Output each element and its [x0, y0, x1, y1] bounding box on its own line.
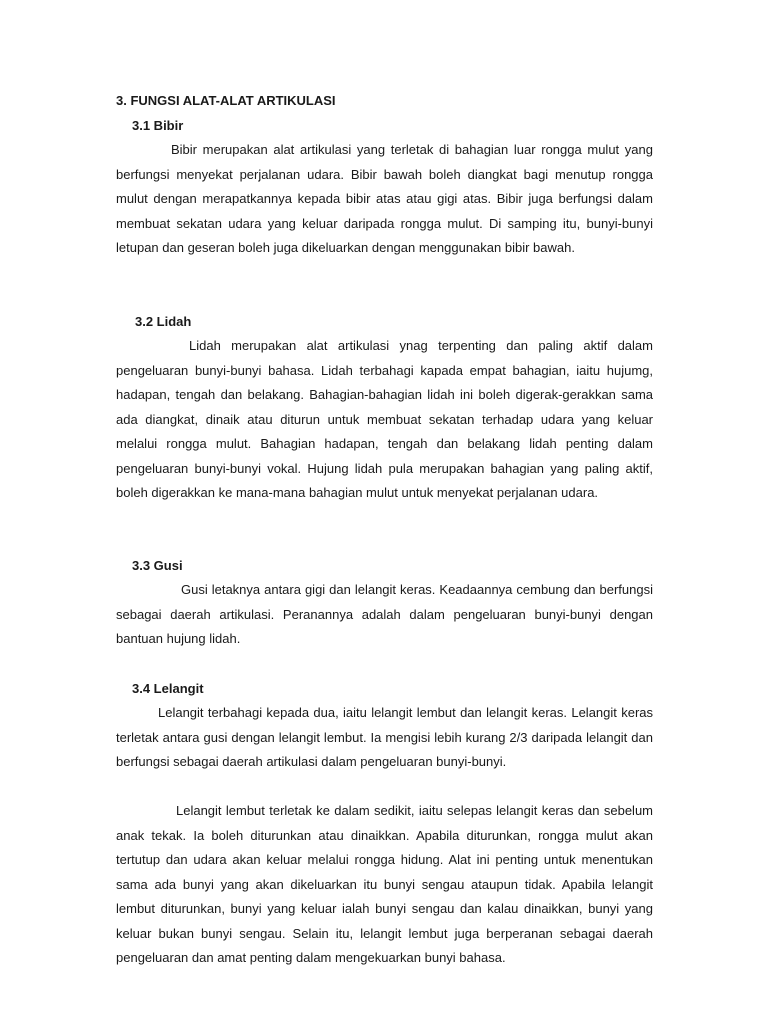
heading-lidah: 3.2 Lidah: [135, 314, 192, 329]
paragraph-lelangit-1: Lelangit terbahagi kepada dua, iaitu lelangit lembut dan lelangit keras. Lelangit keras terletak antara gusi dengan lelangit lembut. Ia mengisi lebih kurang 2/3 daripada lelangit dan berfungsi sebagai daerah artikulasi dalam pengeluaran bunyi-bunyi.: [116, 705, 653, 769]
paragraph-gusi: Gusi letaknya antara gigi dan lelangit keras. Keadaannya cembung dan berfungsi sebagai daerah artikulasi. Peranannya adalah dalam pengeluaran bunyi-bunyi dengan bantuan hujung lidah.: [116, 582, 653, 646]
section-title: 3. FUNGSI ALAT-ALAT ARTIKULASI: [116, 93, 336, 108]
paragraph-lelangit-2: Lelangit lembut terletak ke dalam sedikit, iaitu selepas lelangit keras dan sebelum anak tekak. Ia boleh diturunkan atau dinaikkan. Apabila diturunkan, rongga mulut akan tertutup dan udara akan keluar melalui rongga hidung. Alat ini penting untuk menentukan sama ada bunyi yang akan dikeluarkan itu bunyi sengau ataupun tidak. Apabila lelangit lembut diturunkan, bunyi yang keluar ialah bunyi sengau dan kalau dinaikkan, bunyi yang keluar bukan bunyi sengau. Selain itu, lelangit lembut juga berperanan sebagai daerah pengeluaran dan amat penting dalam mengekuarkan bunyi bahasa.: [116, 803, 653, 965]
paragraph-lidah: Lidah merupakan alat artikulasi ynag terpenting dan paling aktif dalam pengeluaran bunyi-bunyi bahasa. Lidah terbahagi kapada empat bahagian, iaitu hujumg, hadapan, tengah dan belakang. Bahagian-bahagian lidah ini boleh digerak-gerakkan sama ada diangkat, dinaik atau diturun untuk membuat sekatan terhadap udara yang keluar melalui rongga mulut. Bahagian hadapan, tengah dan belakang lidah penting dalam pengeluaran bunyi-bunyi vokal. Hujung lidah pula merupakan bahagian yang paling aktif, boleh digerakkan ke mana-mana bahagian mulut untuk menyekat perjalanan udara.: [116, 338, 653, 500]
heading-lelangit: 3.4 Lelangit: [132, 681, 204, 696]
heading-bibir: 3.1 Bibir: [132, 118, 184, 133]
heading-gusi: 3.3 Gusi: [132, 558, 183, 573]
paragraph-bibir: Bibir merupakan alat artikulasi yang terletak di bahagian luar rongga mulut yang berfungsi menyekat perjalanan udara. Bibir bawah boleh diangkat bagi menutup rongga mulut dengan merapatkannya kepada bibir atas atau gigi atas. Bibir juga berfungsi dalam membuat sekatan udara yang keluar daripada rongga mulut. Di samping itu, bunyi-bunyi letupan dan geseran boleh juga dikeluarkan dengan menggunakan bibir bawah.: [116, 142, 653, 255]
